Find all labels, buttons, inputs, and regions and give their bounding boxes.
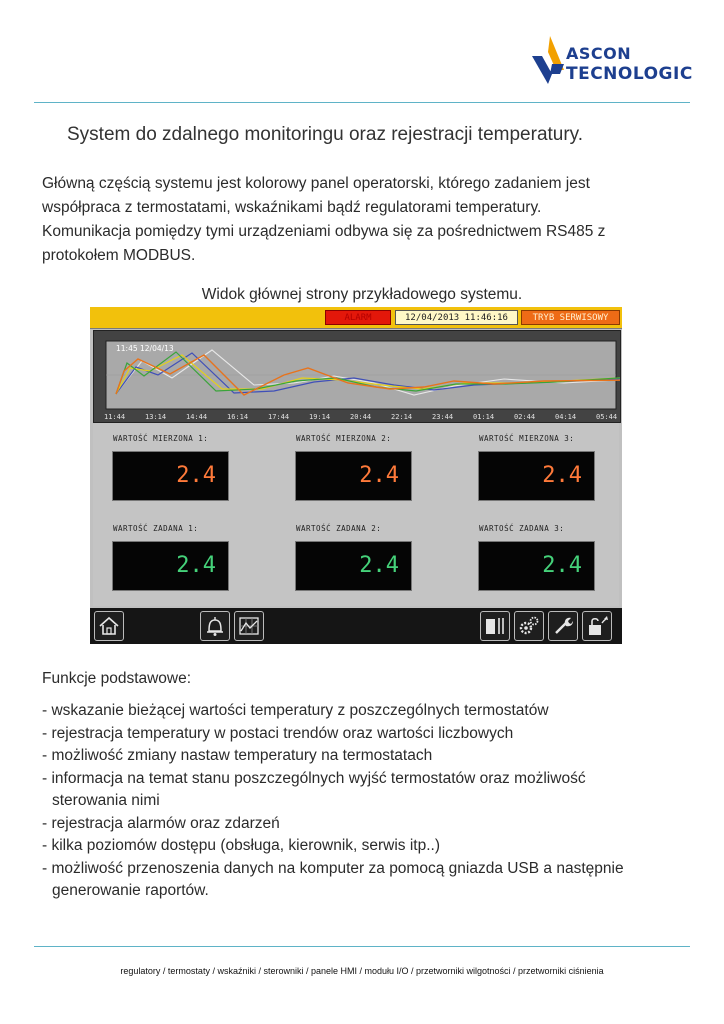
measured-label-2: WARTOŚĆ MIERZONA 2: — [296, 434, 392, 443]
measured-label-1: WARTOŚĆ MIERZONA 1: — [113, 434, 209, 443]
chart-x-tick-label: 22:14 — [391, 413, 413, 421]
chart-header-label: 11:45 12/04/13 — [116, 344, 174, 353]
alarm-indicator[interactable]: ALARM — [325, 310, 391, 325]
chart-x-tick-label: 13:14 — [145, 413, 167, 421]
measured-value-1: 2.4 — [176, 463, 216, 488]
trends-button[interactable] — [234, 611, 264, 641]
logo-mark-icon — [530, 34, 566, 88]
chart-x-tick-label: 04:14 — [555, 413, 577, 421]
setpoint-value-box-2[interactable] — [295, 541, 412, 591]
chart-x-tick-label: 14:44 — [186, 413, 208, 421]
list-item: - możliwość przenoszenia danych na komputer za pomocą gniazda USB a następnie — [42, 859, 624, 877]
home-button[interactable] — [94, 611, 124, 641]
trend-chart[interactable] — [93, 330, 621, 423]
list-item: - rejestracja alarmów oraz zdarzeń — [42, 814, 280, 832]
chart-x-tick-label: 01:14 — [473, 413, 495, 421]
chart-x-tick-label: 17:44 — [268, 413, 290, 421]
list-item: generowanie raportów. — [52, 882, 209, 899]
measured-value-box-1[interactable] — [112, 451, 229, 501]
hmi-nav-bar — [90, 608, 622, 644]
service-button[interactable] — [548, 611, 578, 641]
list-item: - informacja na temat stanu poszczególnych wyjść termostatów oraz możliwość — [42, 769, 586, 787]
list-item: - wskazanie bieżącej wartości temperatury z poszczególnych termostatów — [42, 702, 549, 719]
intro-line: współpraca z termostatami, wskaźnikami bądź regulatorami temperatury. — [42, 199, 542, 216]
devices-button[interactable] — [480, 611, 510, 641]
chart-x-tick-label: 02:44 — [514, 413, 536, 421]
measured-value-3: 2.4 — [542, 463, 582, 488]
setpoint-value-1: 2.4 — [176, 553, 216, 578]
chart-x-tick-label: 05:44 — [596, 413, 618, 421]
intro-line: protokołem MODBUS. — [42, 247, 196, 264]
bell-icon — [203, 614, 227, 638]
footer-product-list: regulatory / termostaty / wskaźniki / sterowniki / panele HMI / modułu I/O / przetworniki wilgotności / przetworniki ciśnienia — [120, 966, 604, 976]
functions-list — [42, 700, 702, 903]
list-item: - kilka poziomów dostępu (obsługa, kierownik, serwis itp..) — [42, 837, 440, 854]
list-item: - możliwość zmiany nastaw temperatury na termostatach — [42, 747, 433, 764]
setpoint-label-1: WARTOŚĆ ZADANA 1: — [113, 524, 199, 533]
ascon-logo — [530, 34, 693, 88]
chart-x-tick-label: 23:44 — [432, 413, 454, 421]
setpoint-label-2: WARTOŚĆ ZADANA 2: — [296, 524, 382, 533]
intro-paragraph — [42, 172, 682, 268]
trend-chart-svg — [94, 331, 620, 422]
datetime-display: 12/04/2013 11:46:16 — [395, 310, 518, 325]
logo-text-ascon: ASCON — [566, 44, 632, 63]
footer-rule — [34, 946, 690, 947]
setpoint-value-box-3[interactable] — [478, 541, 595, 591]
setpoint-label-3: WARTOŚĆ ZADANA 3: — [479, 524, 565, 533]
intro-line: Główną częścią systemu jest kolorowy panel operatorski, którego zadaniem jest — [42, 175, 590, 192]
logo-text-tecnologic: TECNOLOGIC — [566, 64, 693, 84]
chart-x-tick-label: 16:14 — [227, 413, 249, 421]
list-item: sterowania nimi — [52, 792, 160, 809]
alarms-button[interactable] — [200, 611, 230, 641]
measured-value-box-2[interactable] — [295, 451, 412, 501]
unlock-icon — [585, 614, 609, 638]
measured-value-2: 2.4 — [359, 463, 399, 488]
measured-label-3: WARTOŚĆ MIERZONA 3: — [479, 434, 575, 443]
setpoint-value-3: 2.4 — [542, 553, 582, 578]
login-button[interactable] — [582, 611, 612, 641]
values-panel — [93, 423, 619, 606]
intro-line: Komunikacja pomiędzy tymi urządzeniami odbywa się za pośrednictwem RS485 z — [42, 223, 606, 240]
tools-icon — [483, 614, 507, 638]
service-mode-button[interactable]: TRYB SERWISOWY — [521, 310, 620, 325]
home-icon — [97, 614, 121, 638]
chart-icon — [237, 614, 261, 638]
hmi-status-bar — [90, 307, 622, 329]
document-title: System do zdalnego monitoringu oraz rejestracji temperatury. — [67, 124, 584, 145]
setpoint-value-box-1[interactable] — [112, 541, 229, 591]
setpoint-value-2: 2.4 — [359, 553, 399, 578]
wrench-icon — [551, 614, 575, 638]
chart-x-tick-label: 20:44 — [350, 413, 372, 421]
functions-title: Funkcje podstawowe: — [42, 670, 192, 687]
list-item: - rejestracja temperatury w postaci trendów oraz wartości liczbowych — [42, 724, 514, 742]
header-rule — [34, 102, 690, 103]
gears-icon — [517, 614, 541, 638]
chart-x-tick-label: 11:44 — [104, 413, 126, 421]
settings-button[interactable] — [514, 611, 544, 641]
chart-x-tick-label: 19:14 — [309, 413, 331, 421]
figure-caption: Widok głównej strony przykładowego systemu. — [201, 286, 523, 303]
measured-value-box-3[interactable] — [478, 451, 595, 501]
hmi-panel — [90, 307, 622, 644]
